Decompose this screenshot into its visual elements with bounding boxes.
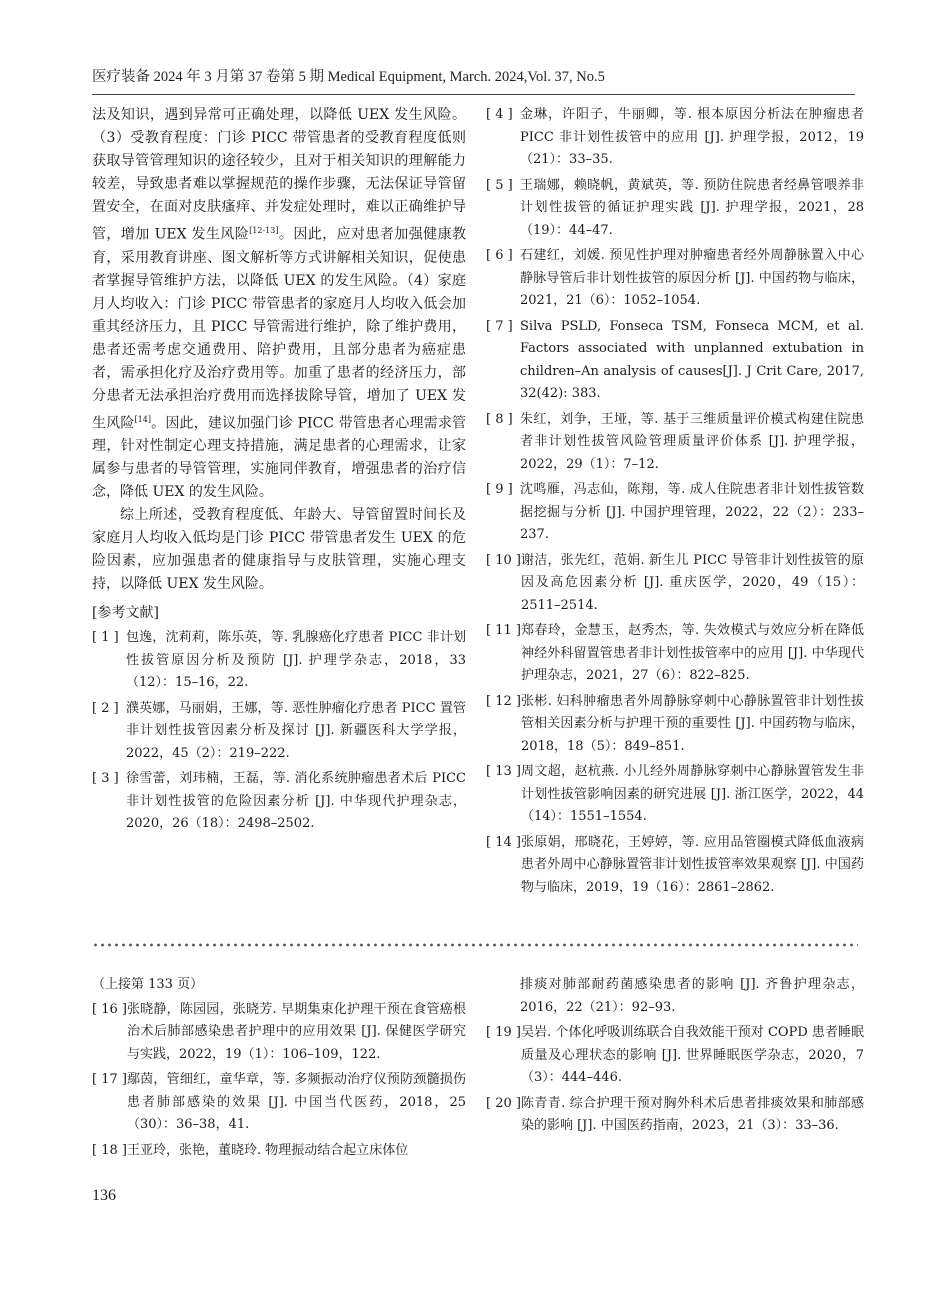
reference-number: [ 10 ] [486,552,521,568]
reference-number: [ 18 ] [92,1142,127,1158]
continuation-right-column [486,974,864,1141]
reference-number: [ 3 ] [92,771,119,787]
reference-number: [ 8 ] [486,411,513,427]
reference-text: 张彬. 妇科肿瘤患者外周静脉穿刺中心静脉置管非计划性拔管相关因素分析与护理干预的重要性 [J]. 中国药物与临床，2018，18（5）：849–851. [520,693,864,754]
page-number: 136 [92,1187,116,1204]
reference-number: [ 14 ] [486,834,521,850]
reference-text: 金琳，许阳子，牛丽卿，等. 根本原因分析法在肿瘤患者 PICC 非计划性拔管中的应用 [J]. 护理学报，2012，19（21）：33–35. [520,107,864,167]
reference-number: [ 2 ] [92,700,119,716]
reference-number: [ 20 ] [486,1095,521,1111]
reference-item [92,627,466,695]
continuation-left-column [92,974,466,1165]
reference-item [486,1022,864,1090]
reference-number: [ 17 ] [92,1072,127,1087]
reference-item [486,761,864,829]
reference-text: Silva PSLD, Fonseca TSM, Fonseca MCM, et al. Factors associated with unplanned extubation in children–An analysis of causes[J]. J Crit Care, 2017, 32(42): 383. [520,318,864,401]
reference-item [92,698,466,766]
reference-number: [ 13 ] [486,764,521,779]
reference-number: [ 1 ] [92,630,119,646]
reference-text: 谢洁，张先红，范娟. 新生儿 PICC 导管非计划性拔管的原因及高危因素分析 [J]. 重庆医学，2020，49（15）：2511–2514. [520,552,864,613]
reference-text: 鄢茵，管细红，童华章，等. 多频振动治疗仪预防颈髓损伤患者肺部感染的效果 [J]. 中国当代医药，2018，25（30）：36–38，41. [126,1072,466,1132]
reference-item [486,479,864,547]
reference-item [486,245,864,313]
reference-number: [ 16 ] [92,1001,127,1017]
reference-text: 包逸，沈莉莉，陈乐英，等. 乳腺癌化疗患者 PICC 非计划性拔管原因分析及预防 [J]. 护理学杂志，2018，33（12）：15–16，22. [126,630,466,691]
reference-item [486,175,864,243]
reference-text: 徐雪蕾，刘玮楠，王磊，等. 消化系统肿瘤患者术后 PICC 非计划性拔管的危险因素分析 [J]. 中华现代护理杂志，2020，26（18）：2498–2502. [126,771,466,832]
reference-text: 沈鸣雁，冯志仙，陈翔，等. 成人住院患者非计划性拔管数据挖掘与分析 [J]. 中国护理管理，2022，22（2）：233–237. [520,482,864,542]
reference-item [486,620,864,688]
reference-text: 排痰对肺部耐药菌感染患者的影响 [J]. 齐鲁护理杂志，2016，22（21）：92–93. [520,977,864,1015]
citation-14[interactable]: [14] [134,414,151,424]
reference-number: [ 7 ] [486,318,513,334]
reference-text: 郑春玲，金慧玉，赵秀杰，等. 失效模式与效应分析在降低神经外科留置管患者非计划性拔管率中的应用 [J]. 中华现代护理杂志，2021，27（6）：822–825. [520,623,864,683]
para1b-text: 。因此，应对患者加强健康教育，采用教育讲座、图文解析等方式讲解相关知识，促使患者掌握导管维护方法，以降低 UEX 的发生风险。（4）家庭月人均收入：门诊 PICC 带管患者的家庭月人均收入低会加重其经济压力，且 PICC 导管需进行维护，除了维护费用，患者还需考虑交通费用、陪护费用，且部分患者为癌症患者，需承担化疗及治疗费用等。加重了患者的经济压力，部分患者无法承担治疗费用而选择拔除导管，增加了 UEX 发生风险 [92,226,467,432]
reference-item [486,316,864,406]
reference-item [92,1069,466,1137]
reference-item [486,832,864,900]
reference-text: 张原娟，邢晓花，王婷婷，等. 应用品管圈模式降低血液病患者外周中心静脉置管非计划性拔管率效果观察 [J]. 中国药物与临床，2019，19（16）：2861–2862. [520,834,864,895]
para1-text: 法及知识，遇到异常可正确处理，以降低 UEX 发生风险。（3）受教育程度：门诊 PICC 带管患者的受教育程度低则获取导管管理知识的途径较少，且对于相关知识的理解能力较差，导致患者难以掌握规范的操作步骤，无法保证导管留置安全，在面对皮肤瘙痒、并发症处理时，难以正确维护导管，增加 UEX 发生风险 [92,107,466,243]
reference-item [92,768,466,836]
references-heading: [参考文献] [92,605,159,622]
reference-item [92,999,466,1067]
reference-item [486,1093,864,1138]
header-rule [92,94,855,95]
reference-number: [ 11 ] [486,623,521,638]
reference-text: 张晓静，陈园园，张晓芳. 早期集束化护理干预在食管癌根治术后肺部感染患者护理中的应用效果 [J]. 保健医学研究与实践，2022，19（1）：106–109，122. [126,1001,466,1062]
reference-number: [ 5 ] [486,177,513,193]
reference-item [486,409,864,477]
reference-item [486,550,864,618]
para1c-text: 。因此，建议加强门诊 PICC 带管患者心理需求管理，针对性制定心理支持措施，满足患者的心理需求，让家属参与患者的导管管理，实施同伴教育，增强患者的治疗信念，降低 UEX 的发生风险。 [92,415,467,501]
left-column [92,104,466,839]
reference-text: 王瑞娜，赖晓帆，黄斌英，等. 预防住院患者经鼻管喂养非计划性拔管的循证护理实践 [J]. 护理学报，2021，28（19）：44–47. [520,177,864,238]
reference-number: [ 9 ] [486,482,513,497]
right-column [486,104,864,902]
reference-item [92,1140,466,1163]
running-header: 医疗装备 2024 年 3 月第 37 卷第 5 期 Medical Equipment, March. 2024,Vol. 37, No.5 [92,69,605,85]
reference-number: [ 12 ] [486,693,521,709]
reference-text: 濮英娜，马丽娟，王娜，等. 恶性肿瘤化疗患者 PICC 置管非计划性拔管因素分析及探讨 [J]. 新疆医科大学学报，2022，45（2）：219–222. [126,700,466,761]
continuation-label [92,974,466,997]
reference-number: [ 4 ] [486,107,513,122]
section-divider [92,941,858,949]
reference-number: [ 6 ] [486,248,513,263]
continuation-label-text: （上接第 133 页） [92,977,204,992]
reference-number: [ 19 ] [486,1025,521,1040]
body-paragraph-1 [92,104,466,504]
reference-text: 陈青青. 综合护理干预对胸外科术后患者排痰效果和肺部感染的影响 [J]. 中国医药指南，2023，21（3）：33–36. [520,1095,864,1133]
reference-text: 朱红，刘争，王垭，等. 基于三维质量评价模式构建住院患者非计划性拔管风险管理质量评价体系 [J]. 护理学报，2022，29（1）：7–12. [520,411,864,472]
body-paragraph-2: 综上所述，受教育程度低、年龄大、导管留置时间长及家庭月人均收入低均是门诊 PICC 带管患者发生 UEX 的危险因素，应加强患者的健康指导与皮肤管理，实施心理支持，以降低 UEX 发生风险。 [92,507,466,593]
reference-item [486,691,864,759]
reference-item [486,104,864,172]
reference-number-spacer [486,974,520,1019]
citation-12-13[interactable]: [12-13] [249,226,279,235]
reference-text: 石建红，刘媛. 预见性护理对肿瘤患者经外周静脉置入中心静脉导管后非计划性拔管的原因分析 [J]. 中国药物与临床，2021，21（6）：1052–1054. [520,248,864,308]
reference-item-continued [486,974,864,1019]
reference-text: 王亚玲，张艳，董晓玲. 物理振动结合起立床体位 [126,1142,409,1158]
reference-text: 周文超，赵杭燕. 小儿经外周静脉穿刺中心静脉置管发生非计划性拔管影响因素的研究进展 [J]. 浙江医学，2022，44（14）：1551–1554. [520,764,864,824]
reference-text: 吴岩. 个体化呼吸训练联合自我效能干预对 COPD 患者睡眠质量及心理状态的影响 [J]. 世界睡眠医学杂志，2020，7（3）：444–446. [520,1025,864,1085]
